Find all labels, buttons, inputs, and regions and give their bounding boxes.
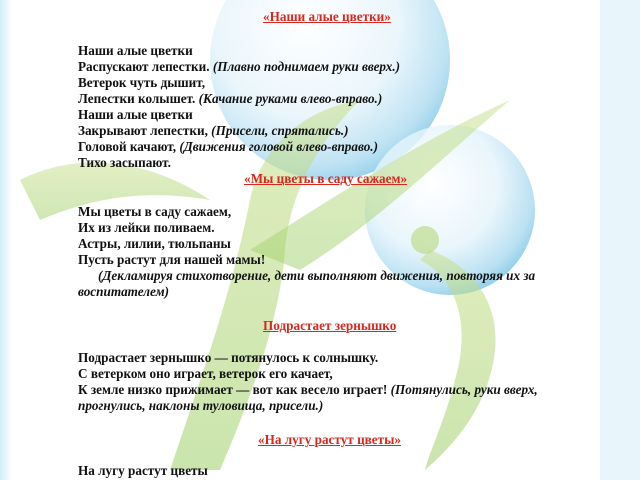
poem3-line1: Подрастает зернышко — потянулось к солнышку. xyxy=(78,350,379,365)
poem2-note-line1: (Декламируя стихотворение, дети выполняют движения, повторяя их за xyxy=(98,268,536,283)
heading-na-lugu-rastut-tsvety: «На лугу растут цветы» xyxy=(258,432,402,447)
poem1-line4-note: (Качание руками влево-вправо.) xyxy=(198,91,383,106)
poem4-line1: На лугу растут цветы xyxy=(78,463,208,478)
poem2-line4: Пусть растут для нашей мамы! xyxy=(78,252,266,267)
poem2-line3: Астры, лилии, тюльпаны xyxy=(78,236,231,251)
poem1-line2: Распускают лепестки. (Плавно поднимаем руки вверх.) xyxy=(78,59,401,74)
heading-my-tsvety-v-sadu: «Мы цветы в саду сажаем» xyxy=(244,171,408,186)
poem3-note-line2: прогнулись, наклоны туловища, присели.) xyxy=(78,398,324,413)
poem1-line7: Головой качают, (Движения головой влево-вправо.) xyxy=(78,139,378,154)
poem3-line3-note: (Потянулись, руки вверх, xyxy=(390,382,538,397)
poem1-line5: Наши алые цветки xyxy=(78,107,193,122)
poem1-line2-note: (Плавно поднимаем руки вверх.) xyxy=(212,59,401,74)
poem1-line6: Закрывают лепестки, (Присели, спрятались.) xyxy=(78,123,349,138)
poem3-line2: С ветерком оно играет, ветерок его качает, xyxy=(78,366,333,381)
heading-nashi-alye-tsvetki: «Наши алые цветки» xyxy=(263,9,391,24)
poem1-line1: Наши алые цветки xyxy=(78,43,193,58)
poem1-line6-note: (Присели, спрятались.) xyxy=(211,123,349,138)
poem2-line2: Их из лейки поливаем. xyxy=(78,220,215,235)
heading-podrastaet-zernyshko: Подрастает зернышко xyxy=(263,318,397,333)
poem3-line3: К земле низко прижимает — вот как весело играет! (Потянулись, руки вверх, xyxy=(78,382,538,397)
poem1-line4: Лепестки колышет. (Качание руками влево-вправо.) xyxy=(78,91,383,106)
poem1-line8: Тихо засыпают. xyxy=(78,155,171,170)
poem2-line1: Мы цветы в саду сажаем, xyxy=(78,204,232,219)
poem1-line3: Ветерок чуть дышит, xyxy=(78,75,206,90)
poem2-note-line2: воспитателем) xyxy=(78,284,170,299)
poem1-line7-note: (Движения головой влево-вправо.) xyxy=(179,139,378,154)
